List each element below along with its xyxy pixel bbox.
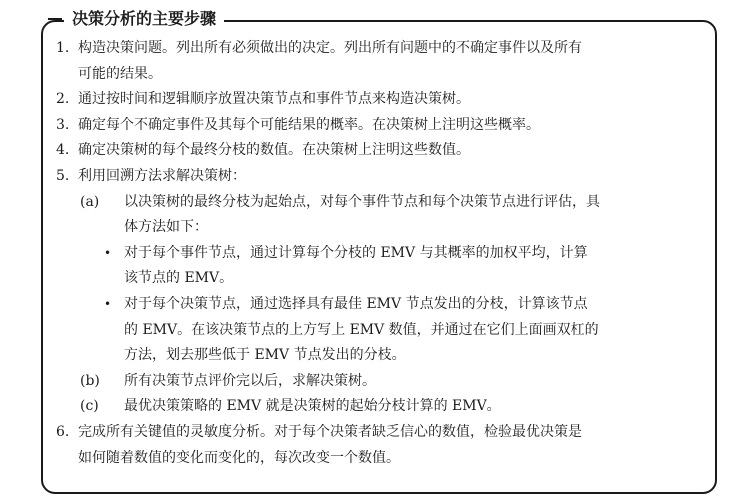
step-text: 确定每个不确定事件及其每个可能结果的概率。在决策树上注明这些概率。 [78,116,540,133]
substep-a [56,190,706,216]
step-text: 如何随着数值的变化而变化的，每次改变一个数值。 [78,449,400,466]
bullet-text: 方法，划去那些低于 EMV 节点发出的分枝。 [124,347,406,364]
box-title: 决策分析的主要步骤 [64,8,224,30]
step-6 [56,420,706,446]
step-1-continued [56,62,706,88]
substep-marker: (c) [80,398,99,415]
substep-a-continued [56,215,706,241]
step-text: 可能的结果。 [78,65,162,82]
bullet-event-node-continued [56,266,706,292]
step-number: 4. [56,142,70,159]
bullet-decision-node-continued [56,318,706,344]
steps-list [56,36,706,471]
bullet-text: 的 EMV。在该决策节点的上方写上 EMV 数值，并通过在它们上面画双杠的 [124,321,599,338]
substep-text: 所有决策节点评价完以后，求解决策树。 [124,372,376,389]
substep-b [56,369,706,395]
bullet-text: 对于每个事件节点，通过计算每个分枝的 EMV 与其概率的加权平均，计算 [124,244,588,261]
substep-marker: (a) [80,193,100,210]
step-2 [56,87,706,113]
step-text: 利用回溯方法求解决策树： [78,167,246,184]
substep-marker: (b) [80,372,100,389]
substep-text: 体方法如下： [124,219,208,236]
bullet-text: 该节点的 EMV。 [124,270,234,287]
substep-text: 以决策树的最终分枝为起始点，对每个事件节点和每个决策节点进行评估，具 [124,193,600,210]
step-number: 1. [56,40,70,56]
step-4 [56,138,706,164]
bullet-decision-node [56,292,706,318]
step-3 [56,113,706,139]
title-rule [48,18,62,20]
bullet-decision-node-continued [56,343,706,369]
bullet-event-node [56,241,706,267]
step-1 [56,36,706,62]
step-text: 确定决策树的每个最终分枝的数值。在决策树上注明这些数值。 [78,142,470,159]
bullet-marker: • [104,296,112,311]
substep-text: 最优决策策略的 EMV 就是决策树的起始分枝计算的 EMV。 [124,398,501,415]
step-5 [56,164,706,190]
step-number: 6. [56,423,70,440]
bullet-marker: • [104,245,112,260]
step-number: 5. [56,167,70,184]
step-text: 构造决策问题。列出所有必须做出的决定。列出所有问题中的不确定事件以及所有 [78,40,582,56]
step-text: 完成所有关键值的灵敏度分析。对于每个决策者缺乏信心的数值，检验最优决策是 [78,423,582,440]
step-6-continued [56,446,706,472]
step-number: 2. [56,91,70,108]
step-number: 3. [56,116,70,133]
step-text: 通过按时间和逻辑顺序放置决策节点和事件节点来构造决策树。 [78,91,470,108]
bullet-text: 对于每个决策节点，通过选择具有最佳 EMV 节点发出的分枝，计算该节点 [124,295,588,312]
substep-c [56,394,706,420]
